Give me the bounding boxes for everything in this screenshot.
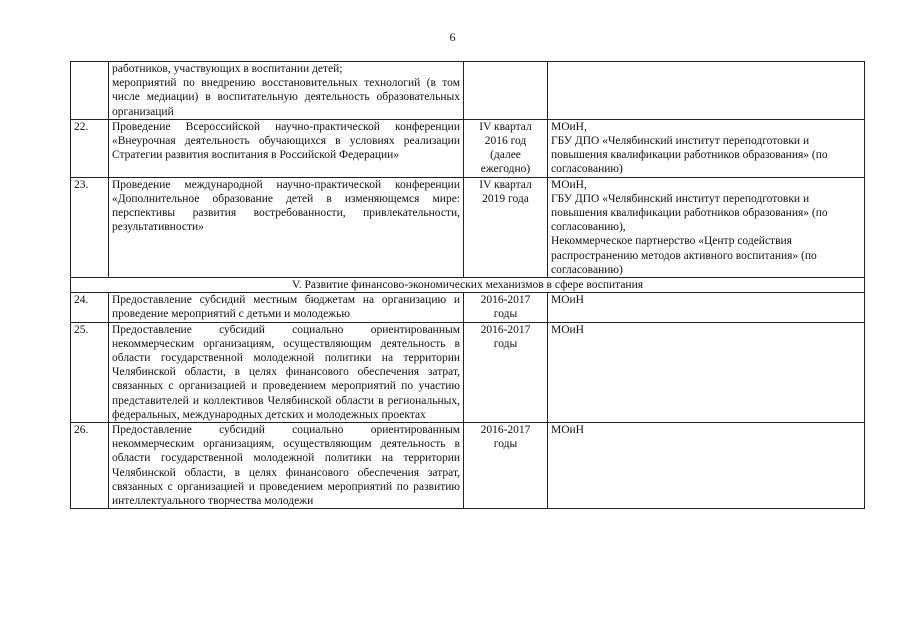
item-number: 24. <box>71 293 109 322</box>
item-deadline: 2016-2017 годы <box>464 293 548 322</box>
item-responsible: МОиН, ГБУ ДПО «Челябинский институт переподготовки и повышения квалификации работников образования» (по согласованию), Некоммерческое партнерство «Центр содействия распространению методов активного воспитания» (по согласованию) <box>548 177 865 277</box>
item-deadline <box>464 62 548 120</box>
item-deadline: 2016-2017 годы <box>464 423 548 509</box>
table-body-section-iv <box>71 62 865 278</box>
item-number: 26. <box>71 423 109 509</box>
item-responsible: МОиН <box>548 322 865 422</box>
table-row <box>71 119 865 177</box>
measures-table <box>70 61 865 509</box>
item-responsible: МОиН <box>548 423 865 509</box>
section-header-row <box>71 278 865 293</box>
item-responsible <box>548 62 865 120</box>
table-row <box>71 423 865 509</box>
item-description: Проведение международной научно-практической конференции «Дополнительное образование детей в изменяющемся мире: перспективы развития востребованности, привлекательности, результативности» <box>109 177 464 277</box>
item-description: Предоставление субсидий социально ориентированным некоммерческим организациям, осуществляющим деятельность в области государственной молодежной политики на территории Челябинской области, в целях финансового обеспечения затрат, связанных с организацией и проведением мероприятий по развитию интеллектуального творчества молодежи <box>109 423 464 509</box>
item-number: 23. <box>71 177 109 277</box>
item-deadline: IV квартал 2016 год (далее ежегодно) <box>464 119 548 177</box>
item-number <box>71 62 109 120</box>
item-description: Проведение Всероссийской научно-практической конференции «Внеурочная деятельность обучающихся в условиях реализации Стратегии развития воспитания в Российской Федерации» <box>109 119 464 177</box>
table-row <box>71 177 865 277</box>
page-number: 6 <box>449 30 456 44</box>
item-deadline: IV квартал 2019 года <box>464 177 548 277</box>
item-number: 22. <box>71 119 109 177</box>
section-title: V. Развитие финансово-экономических механизмов в сфере воспитания <box>71 278 865 293</box>
table-row <box>71 62 865 120</box>
item-description: Предоставление субсидий социально ориентированным некоммерческим организациям, осуществляющим деятельность в области государственной молодежной политики на территории Челябинской области, в целях финансового обеспечения затрат, связанных с организацией и проведением мероприятий по участию представителей и коллективов Челябинской области в региональных, федеральных, международных детских и молодежных проектах <box>109 322 464 422</box>
item-responsible: МОиН <box>548 293 865 322</box>
item-description: Предоставление субсидий местным бюджетам на организацию и проведение мероприятий с детьми и молодежью <box>109 293 464 322</box>
item-number: 25. <box>71 322 109 422</box>
table-row <box>71 293 865 322</box>
item-responsible: МОиН, ГБУ ДПО «Челябинский институт переподготовки и повышения квалификации работников образования» (по согласованию) <box>548 119 865 177</box>
table-row <box>71 322 865 422</box>
table-body-section-v <box>71 293 865 509</box>
item-description: работников, участвующих в воспитании детей; мероприятий по внедрению восстановительных технологий (в том числе медиации) в воспитательную деятельность образовательных организаций <box>109 62 464 120</box>
item-deadline: 2016-2017 годы <box>464 322 548 422</box>
